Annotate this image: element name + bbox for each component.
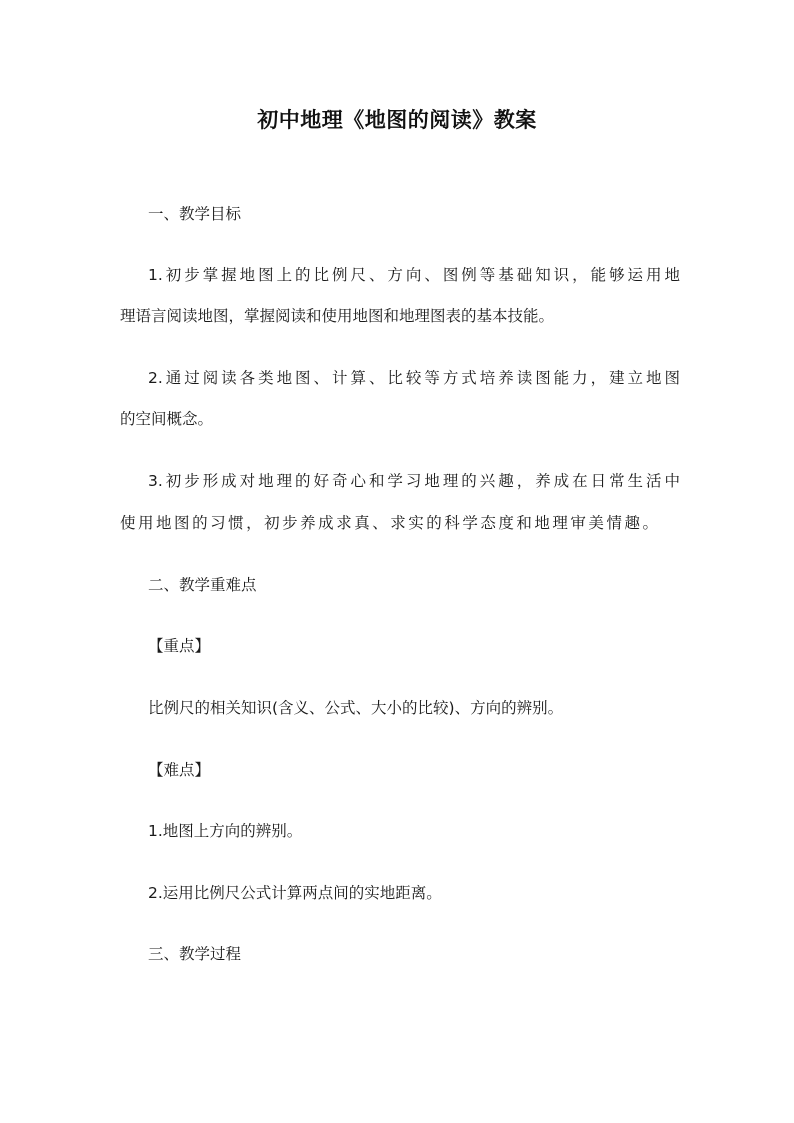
difficult-point-1: 1.地图上方向的辨别。 [148,822,303,840]
goal-2-line-1: 2.通过阅读各类地图、计算、比较等方式培养读图能力，建立地图 [148,369,680,387]
difficult-point-2: 2.运用比例尺公式计算两点间的实地距离。 [148,884,442,902]
goal-1-line-2: 理语言阅读地图，掌握阅读和使用地图和地理图表的基本技能。 [120,307,555,325]
goal-2-line-2: 的空间概念。 [120,410,214,428]
goal-3-line-1: 3.初步形成对地理的好奇心和学习地理的兴趣，养成在日常生活中 [148,472,680,490]
goal-1-line-1: 1.初步掌握地图上的比例尺、方向、图例等基础知识，能够运用地 [148,266,680,284]
key-point-label: 【重点】 [148,637,211,655]
difficult-point-label: 【难点】 [148,761,211,779]
goal-3-line-2: 使用地图的习惯，初步养成求真、求实的科学态度和地理审美情趣。 [120,514,658,532]
section-heading-process: 三、教学过程 [148,945,242,963]
key-point-text: 比例尺的相关知识(含义、公式、大小的比较)、方向的辨别。 [148,699,564,717]
document-title: 初中地理《地图的阅读》教案 [257,108,537,132]
section-heading-keypoints: 二、教学重难点 [148,576,257,594]
section-heading-goals: 一、教学目标 [148,205,242,223]
